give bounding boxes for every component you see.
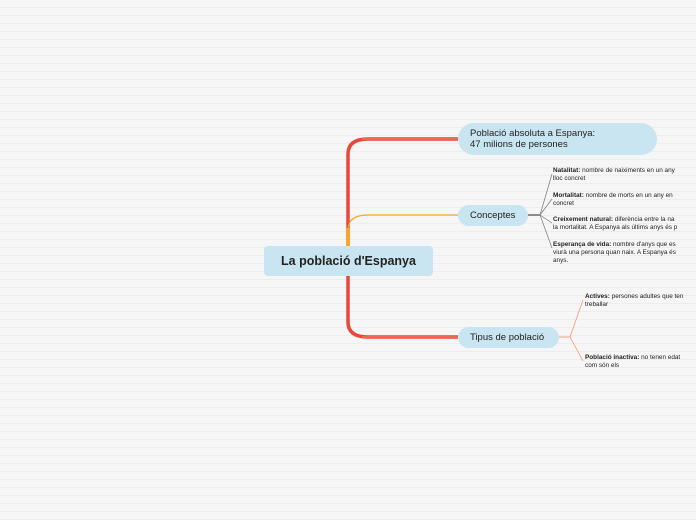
- leaf-actives[interactable]: [585, 293, 683, 309]
- leaf-term: Esperança de vida:: [553, 241, 612, 248]
- topic-poblacio-absoluta[interactable]: [458, 123, 657, 155]
- leaf-text: diferència entre la na: [613, 216, 675, 223]
- leaf-line-actives: [570, 300, 583, 337]
- leaf-natalitat[interactable]: [553, 167, 675, 183]
- leaf-poblacio-inactiva[interactable]: [585, 354, 680, 370]
- leaf-text: concret: [553, 200, 574, 208]
- leaf-text: la mortalitat. A Espanya als últims anys és p: [553, 224, 678, 232]
- topic-line-2: 47 milions de persones: [470, 139, 568, 150]
- leaf-term: Mortalitat:: [553, 192, 584, 199]
- leaf-term: Actives:: [585, 293, 610, 300]
- root-title: La població d'Espanya: [281, 254, 416, 268]
- leaf-line-natalitat: [540, 174, 552, 215]
- leaf-term: Població inactiva:: [585, 354, 640, 361]
- leaf-text: treballar: [585, 301, 609, 309]
- leaf-line-esperanca: [540, 215, 552, 248]
- topic-label: Tipus de població: [470, 332, 545, 343]
- trunk-to-conceptes: [348, 215, 458, 246]
- leaf-esperanca-de-vida[interactable]: [553, 241, 676, 266]
- leaf-text: lloc concret: [553, 175, 586, 183]
- leaf-text: nombre de morts en un any en: [583, 192, 673, 199]
- leaf-text: no tenen edat: [639, 354, 681, 361]
- leaf-term: Creixement natural:: [553, 216, 614, 223]
- root-node[interactable]: [264, 246, 433, 276]
- leaf-line-inactiva: [570, 337, 583, 361]
- leaf-text: com són els: [585, 362, 620, 370]
- leaf-line-mortalitat: [540, 199, 552, 215]
- leaf-creixement-natural[interactable]: [553, 216, 677, 232]
- leaf-text: viurà una persona quan naix. A Espanya és: [553, 249, 676, 257]
- topic-tipus-de-poblacio[interactable]: [458, 327, 559, 348]
- leaf-term: Natalitat:: [553, 167, 581, 174]
- trunk-to-poblacio-absoluta: [348, 139, 458, 246]
- leaf-text: anys.: [553, 257, 569, 265]
- leaf-text: nombre de naiximents en un any: [580, 167, 675, 174]
- trunk-to-tipus: [348, 276, 458, 337]
- leaf-mortalitat[interactable]: [553, 192, 673, 208]
- topic-label: Conceptes: [470, 210, 516, 221]
- leaf-text: nombre d'anys que es: [611, 241, 676, 248]
- topic-conceptes[interactable]: [458, 205, 528, 226]
- topic-line-1: Població absoluta a Espanya:: [470, 128, 596, 139]
- leaf-text: persones adultes que ten: [609, 293, 684, 300]
